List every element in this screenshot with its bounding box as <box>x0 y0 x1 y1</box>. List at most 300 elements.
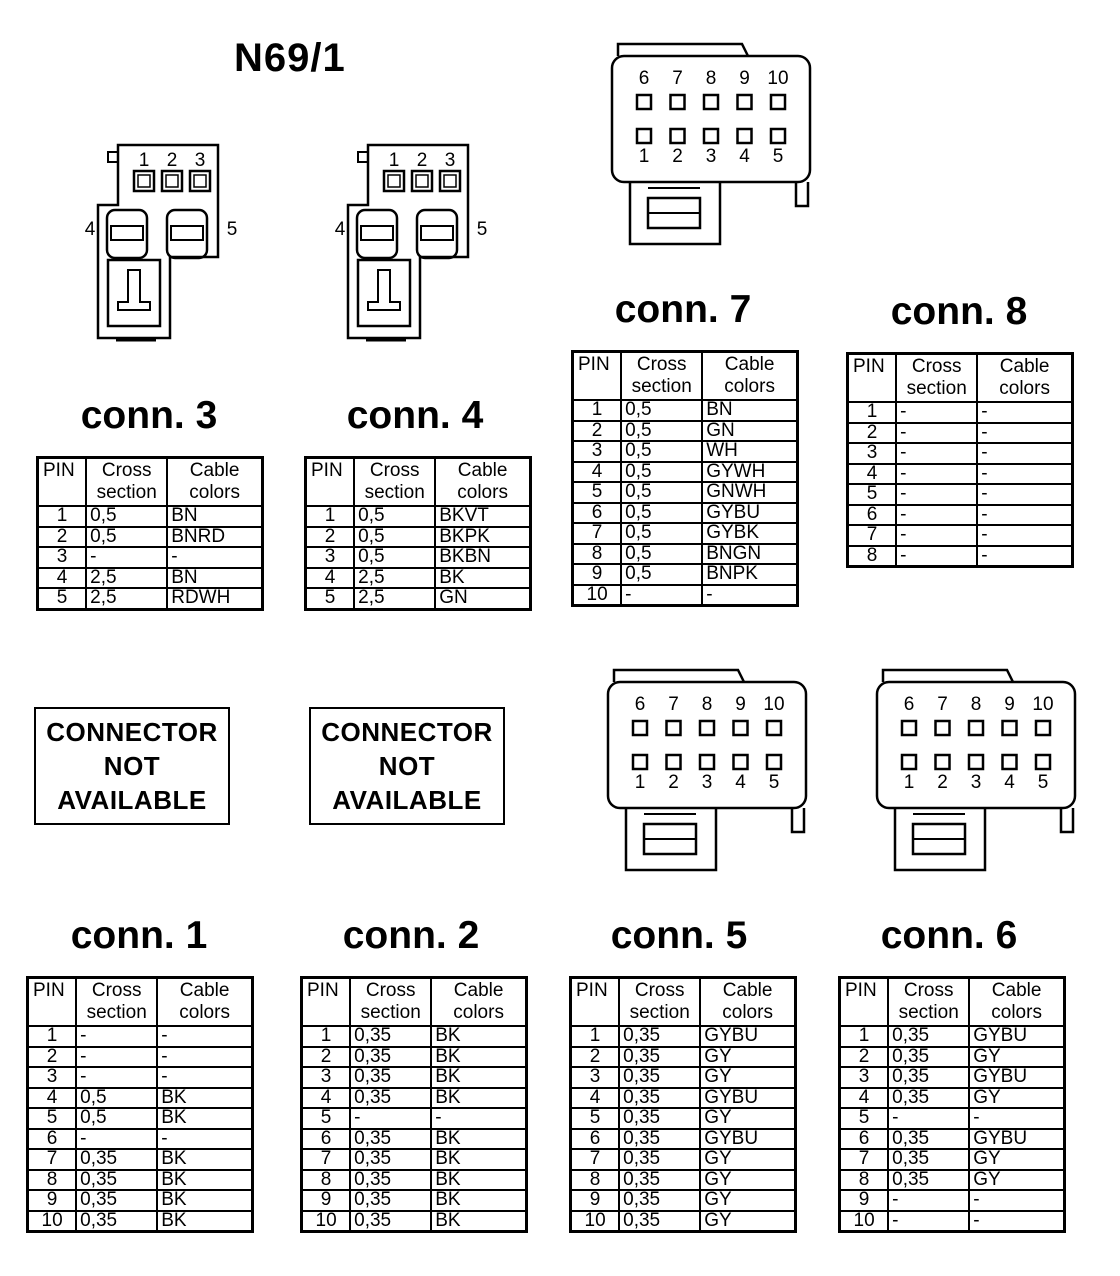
pin-label: 5 <box>772 146 784 167</box>
table-row <box>302 1170 527 1191</box>
not-available-line-3: AVAILABLE <box>332 785 482 815</box>
pin-number-cell: 6 <box>571 1129 620 1150</box>
cross-section-cell: 0,5 <box>86 527 167 548</box>
cross-section-header: Cross section <box>621 352 702 401</box>
table-row <box>573 462 798 483</box>
cross-section-cell: 0,35 <box>888 1067 969 1088</box>
cross-section-cell: 0,35 <box>76 1211 157 1232</box>
pin-header: PIN <box>28 978 77 1027</box>
not-available-line-2: NOT <box>378 751 436 781</box>
pin-label: 9 <box>739 68 750 89</box>
table-row <box>302 1129 527 1150</box>
pin-socket-inner <box>138 175 150 187</box>
cable-color-cell: BK <box>157 1190 252 1211</box>
pin-socket <box>384 171 404 191</box>
cable-color-cell: - <box>977 505 1072 526</box>
conn-5-table <box>569 976 797 1233</box>
table-row <box>848 525 1073 546</box>
pin-label: 10 <box>763 694 785 715</box>
cross-section-cell: 0,5 <box>76 1088 157 1109</box>
pin-number-cell: 4 <box>848 464 897 485</box>
pin-socket <box>936 721 950 735</box>
cable-color-cell: GYBU <box>700 1088 795 1109</box>
cross-section-cell: 0,5 <box>621 564 702 585</box>
pin-socket <box>700 755 714 769</box>
cross-section-cell: 0,35 <box>350 1067 431 1088</box>
cable-color-cell: BKVT <box>435 506 530 527</box>
cable-color-cell: BN <box>167 568 262 589</box>
pin-number-cell: 3 <box>848 443 897 464</box>
pin-label: 4 <box>334 219 346 240</box>
pin-label: 1 <box>638 146 650 167</box>
pin-number-cell: 10 <box>840 1211 889 1232</box>
cross-section-cell: 2,5 <box>86 588 167 609</box>
pin-socket <box>734 721 748 735</box>
conn-7-title: conn. 7 <box>614 288 752 331</box>
cross-section-cell: 0,35 <box>888 1149 969 1170</box>
cable-color-cell: BK <box>431 1026 526 1047</box>
pin-socket <box>969 721 983 735</box>
pin-socket <box>704 95 718 109</box>
table-row <box>38 568 263 589</box>
table-row <box>840 1129 1065 1150</box>
cross-section-cell: - <box>86 547 167 568</box>
pin-label: 2 <box>416 150 428 171</box>
table-row <box>28 1149 253 1170</box>
cable-color-cell: BNPK <box>702 564 797 585</box>
pin-number-cell: 7 <box>28 1149 77 1170</box>
cross-section-header: Cross section <box>350 978 431 1027</box>
table-row <box>848 484 1073 505</box>
cross-section-cell: 0,5 <box>354 527 435 548</box>
cable-color-cell: GY <box>700 1067 795 1088</box>
pin-number-cell: 1 <box>28 1026 77 1047</box>
cable-color-cell: BK <box>431 1129 526 1150</box>
pin-number-cell: 2 <box>302 1047 351 1068</box>
pin-label: 4 <box>1004 772 1015 793</box>
pin-number-cell: 7 <box>840 1149 889 1170</box>
pin-label: 4 <box>84 219 96 240</box>
pin-number-cell: 3 <box>38 547 87 568</box>
cable-colors-header: Cable colors <box>700 978 795 1027</box>
cross-section-cell: - <box>76 1047 157 1068</box>
cable-colors-header: Cable colors <box>969 978 1064 1027</box>
table-header-row <box>302 978 527 1027</box>
cross-section-cell: 0,35 <box>619 1170 700 1191</box>
cable-color-cell: - <box>977 484 1072 505</box>
table-row <box>306 527 531 548</box>
pin-number-cell: 8 <box>840 1170 889 1191</box>
cable-color-cell: GY <box>700 1190 795 1211</box>
latch-tab <box>108 152 118 162</box>
table-row <box>38 547 263 568</box>
conn-4-title: conn. 4 <box>346 394 484 437</box>
power-pin-blade <box>171 226 203 240</box>
table-header-row <box>573 352 798 401</box>
conn-8-title: conn. 8 <box>890 290 1028 333</box>
pin-number-cell: 8 <box>302 1170 351 1191</box>
cable-colors-header: Cable colors <box>431 978 526 1027</box>
pin-label: 8 <box>970 694 982 715</box>
pin-number-cell: 3 <box>28 1067 77 1088</box>
table-row <box>573 503 798 524</box>
table-row <box>302 1088 527 1109</box>
pin-socket-inner <box>444 175 456 187</box>
table-row <box>840 1088 1065 1109</box>
power-pin-socket <box>357 210 397 258</box>
cross-section-cell: - <box>896 505 977 526</box>
pin-socket <box>440 171 460 191</box>
cross-section-header: Cross section <box>619 978 700 1027</box>
cable-color-cell: - <box>969 1211 1064 1232</box>
cable-color-cell: BN <box>167 506 262 527</box>
pin-label: 10 <box>1032 694 1054 715</box>
pin-label: 4 <box>739 146 750 167</box>
cable-color-cell: GYBU <box>969 1026 1064 1047</box>
pin-socket <box>738 95 752 109</box>
connector-housing-outline <box>348 145 468 338</box>
cable-color-cell: BK <box>431 1047 526 1068</box>
cable-color-cell: - <box>977 443 1072 464</box>
cross-section-cell: 0,35 <box>888 1088 969 1109</box>
cross-section-cell: - <box>896 402 977 423</box>
pin-label: 2 <box>672 146 683 167</box>
cable-color-cell: GN <box>702 421 797 442</box>
pin-socket <box>936 755 950 769</box>
table-row <box>848 505 1073 526</box>
cable-color-cell: BN <box>702 400 797 421</box>
pin-socket <box>1003 755 1017 769</box>
pin-number-cell: 10 <box>573 585 622 606</box>
pin-number-cell: 10 <box>28 1211 77 1232</box>
pin-number-cell: 9 <box>28 1190 77 1211</box>
pin-label: 5 <box>476 219 488 240</box>
pin-number-cell: 7 <box>848 525 897 546</box>
pin-number-cell: 5 <box>306 588 355 609</box>
pin-number-cell: 6 <box>848 505 897 526</box>
table-row <box>848 402 1073 423</box>
pin-number-cell: 5 <box>38 588 87 609</box>
cross-section-cell: 0,5 <box>86 506 167 527</box>
pin-socket <box>902 721 916 735</box>
pin-label: 6 <box>634 694 646 715</box>
pin-number-cell: 1 <box>571 1026 620 1047</box>
pin-label: 3 <box>444 150 456 171</box>
table-row <box>28 1129 253 1150</box>
conn-4-table <box>304 456 532 611</box>
pin-label: 7 <box>668 694 679 715</box>
cable-color-cell: GN <box>435 588 530 609</box>
cross-section-cell: 0,5 <box>354 506 435 527</box>
cable-color-cell: GNWH <box>702 482 797 503</box>
cable-color-cell: BK <box>157 1211 252 1232</box>
table-row <box>28 1067 253 1088</box>
pin-socket <box>412 171 432 191</box>
pin-number-cell: 8 <box>848 546 897 567</box>
cross-section-cell: 0,35 <box>888 1129 969 1150</box>
pin-number-cell: 1 <box>38 506 87 527</box>
cable-colors-header: Cable colors <box>435 458 530 507</box>
cable-color-cell: BK <box>435 568 530 589</box>
connector-4-drawing <box>330 140 510 345</box>
cross-section-cell: 0,35 <box>350 1047 431 1068</box>
not-available-line-2: NOT <box>103 751 161 781</box>
pin-label: 8 <box>701 694 713 715</box>
pin-number-cell: 9 <box>573 564 622 585</box>
pin-socket-inner <box>388 175 400 187</box>
table-row <box>302 1026 527 1047</box>
pin-socket <box>667 721 681 735</box>
pin-label: 7 <box>937 694 948 715</box>
conn-5-title: conn. 5 <box>610 914 748 957</box>
conn-1-table <box>26 976 254 1233</box>
pin-header: PIN <box>571 978 620 1027</box>
connector-6-drawing <box>873 664 1083 874</box>
pin-socket <box>671 95 685 109</box>
pin-socket <box>704 129 718 143</box>
pin-number-cell: 1 <box>840 1026 889 1047</box>
cross-section-header: Cross section <box>896 354 977 403</box>
pin-number-cell: 2 <box>28 1047 77 1068</box>
pin-number-cell: 1 <box>573 400 622 421</box>
cable-color-cell: - <box>167 547 262 568</box>
conn-1-title: conn. 1 <box>70 914 208 957</box>
table-row <box>840 1170 1065 1191</box>
connector-2-not-available <box>309 707 505 825</box>
top-rail <box>883 670 1013 682</box>
cross-section-cell: 0,35 <box>619 1088 700 1109</box>
pin-number-cell: 6 <box>573 503 622 524</box>
cable-color-cell: - <box>157 1067 252 1088</box>
conn-6-table <box>838 976 1066 1233</box>
pin-label: 1 <box>138 150 150 171</box>
table-row <box>571 1149 796 1170</box>
pin-number-cell: 4 <box>306 568 355 589</box>
pin-label: 5 <box>768 772 780 793</box>
cable-color-cell: - <box>977 546 1072 567</box>
cross-section-cell: 0,35 <box>76 1190 157 1211</box>
table-row <box>571 1129 796 1150</box>
pin-label: 6 <box>903 694 915 715</box>
conn-8-table <box>846 352 1074 568</box>
cross-section-cell: - <box>896 423 977 444</box>
pin-number-cell: 6 <box>302 1129 351 1150</box>
cable-color-cell: - <box>157 1129 252 1150</box>
pin-socket-inner <box>166 175 178 187</box>
cable-color-cell: GY <box>700 1211 795 1232</box>
cross-section-cell: 2,5 <box>354 588 435 609</box>
pin-number-cell: 3 <box>840 1067 889 1088</box>
cable-color-cell: - <box>977 525 1072 546</box>
cross-section-cell: 0,5 <box>621 544 702 565</box>
pin-number-cell: 7 <box>571 1149 620 1170</box>
pin-header: PIN <box>38 458 87 507</box>
pin-socket <box>1003 721 1017 735</box>
cross-section-cell: - <box>76 1067 157 1088</box>
conn-6-title: conn. 6 <box>880 914 1018 957</box>
pin-socket <box>969 755 983 769</box>
connector-housing-outline <box>98 145 218 338</box>
not-available-line-1: CONNECTOR <box>321 717 493 747</box>
table-row <box>306 588 531 609</box>
table-row <box>28 1108 253 1129</box>
cross-section-cell: 0,35 <box>619 1108 700 1129</box>
pin-label: 1 <box>388 150 400 171</box>
table-row <box>848 464 1073 485</box>
cable-color-cell: GYBK <box>702 523 797 544</box>
pin-header: PIN <box>573 352 622 401</box>
pin-number-cell: 3 <box>573 441 622 462</box>
pin-number-cell: 9 <box>840 1190 889 1211</box>
table-header-row <box>306 458 531 507</box>
pin-number-cell: 6 <box>840 1129 889 1150</box>
conn-3-title: conn. 3 <box>80 394 218 437</box>
cable-color-cell: GYBU <box>702 503 797 524</box>
table-row <box>840 1149 1065 1170</box>
pin-socket <box>190 171 210 191</box>
table-row <box>571 1108 796 1129</box>
table-row <box>306 506 531 527</box>
cable-color-cell: BK <box>157 1170 252 1191</box>
cross-section-cell: 0,35 <box>350 1211 431 1232</box>
pin-header: PIN <box>306 458 355 507</box>
cable-color-cell: BKPK <box>435 527 530 548</box>
side-latch <box>796 182 808 206</box>
pin-number-cell: 9 <box>571 1190 620 1211</box>
pin-label: 1 <box>634 772 646 793</box>
pin-number-cell: 2 <box>571 1047 620 1068</box>
cable-colors-header: Cable colors <box>167 458 262 507</box>
cable-color-cell: BK <box>157 1149 252 1170</box>
cable-color-cell: BNGN <box>702 544 797 565</box>
connector-5-drawing <box>604 664 814 874</box>
conn-2-table <box>300 976 528 1233</box>
pin-socket <box>637 129 651 143</box>
cable-colors-header: Cable colors <box>702 352 797 401</box>
pin-number-cell: 1 <box>306 506 355 527</box>
cross-section-cell: 0,35 <box>619 1211 700 1232</box>
pin-label: 3 <box>705 146 717 167</box>
cable-color-cell: GYWH <box>702 462 797 483</box>
table-row <box>848 443 1073 464</box>
pin-socket-inner <box>194 175 206 187</box>
cable-color-cell: GY <box>700 1170 795 1191</box>
cable-color-cell: - <box>702 585 797 606</box>
connector-7-drawing <box>608 38 818 248</box>
pin-socket <box>700 721 714 735</box>
pin-number-cell: 5 <box>571 1108 620 1129</box>
pin-socket <box>771 129 785 143</box>
table-row <box>573 441 798 462</box>
cable-color-cell: WH <box>702 441 797 462</box>
pin-number-cell: 4 <box>571 1088 620 1109</box>
pin-number-cell: 1 <box>848 402 897 423</box>
table-row <box>848 546 1073 567</box>
table-row <box>573 482 798 503</box>
table-row <box>302 1149 527 1170</box>
table-header-row <box>840 978 1065 1027</box>
table-row <box>302 1047 527 1068</box>
table-row <box>573 421 798 442</box>
cross-section-header: Cross section <box>888 978 969 1027</box>
pin-label: 3 <box>701 772 713 793</box>
pin-number-cell: 7 <box>573 523 622 544</box>
cross-section-cell: 0,35 <box>350 1190 431 1211</box>
pin-socket <box>633 721 647 735</box>
table-row <box>840 1211 1065 1232</box>
cross-section-cell: 0,35 <box>619 1129 700 1150</box>
cross-section-cell: 0,35 <box>76 1149 157 1170</box>
cable-color-cell: BK <box>431 1170 526 1191</box>
pin-socket <box>734 755 748 769</box>
pin-number-cell: 10 <box>571 1211 620 1232</box>
cable-color-cell: - <box>157 1047 252 1068</box>
conn-3-table <box>36 456 264 611</box>
cable-color-cell: BK <box>157 1108 252 1129</box>
cross-section-cell: - <box>888 1190 969 1211</box>
cross-section-cell: 0,35 <box>76 1170 157 1191</box>
pin-socket <box>738 129 752 143</box>
pin-number-cell: 5 <box>840 1108 889 1129</box>
not-available-line-3: AVAILABLE <box>57 785 207 815</box>
pin-number-cell: 10 <box>302 1211 351 1232</box>
pin-label: 9 <box>1004 694 1015 715</box>
table-row <box>302 1190 527 1211</box>
table-row <box>840 1190 1065 1211</box>
power-pin-blade <box>111 226 143 240</box>
table-row <box>28 1211 253 1232</box>
pin-number-cell: 3 <box>306 547 355 568</box>
side-latch <box>1061 808 1073 832</box>
pin-label: 3 <box>970 772 982 793</box>
pin-number-cell: 6 <box>28 1129 77 1150</box>
cross-section-cell: - <box>76 1026 157 1047</box>
cable-color-cell: GYBU <box>969 1129 1064 1150</box>
pin-socket <box>162 171 182 191</box>
cross-section-header: Cross section <box>76 978 157 1027</box>
pin-number-cell: 7 <box>302 1149 351 1170</box>
cross-section-cell: 0,35 <box>619 1149 700 1170</box>
table-row <box>38 588 263 609</box>
pin-label: 2 <box>668 772 679 793</box>
pin-label: 3 <box>194 150 206 171</box>
cable-color-cell: BK <box>431 1190 526 1211</box>
keying-post <box>368 270 400 310</box>
cable-color-cell: GY <box>969 1047 1064 1068</box>
cable-color-cell: - <box>969 1108 1064 1129</box>
table-row <box>306 547 531 568</box>
pin-number-cell: 5 <box>573 482 622 503</box>
table-row <box>840 1047 1065 1068</box>
cross-section-header: Cross section <box>354 458 435 507</box>
pin-label: 10 <box>767 68 789 89</box>
table-header-row <box>571 978 796 1027</box>
cable-color-cell: GY <box>700 1047 795 1068</box>
latch-tab <box>358 152 368 162</box>
pin-socket <box>637 95 651 109</box>
power-pin-socket <box>417 210 457 258</box>
cross-section-cell: 0,5 <box>621 462 702 483</box>
pin-socket <box>1036 755 1050 769</box>
pin-number-cell: 8 <box>571 1170 620 1191</box>
power-pin-blade <box>361 226 393 240</box>
pin-socket <box>1036 721 1050 735</box>
table-row <box>571 1190 796 1211</box>
cross-section-cell: - <box>350 1108 431 1129</box>
table-row <box>840 1026 1065 1047</box>
pin-number-cell: 4 <box>302 1088 351 1109</box>
cable-color-cell: GYBU <box>700 1129 795 1150</box>
